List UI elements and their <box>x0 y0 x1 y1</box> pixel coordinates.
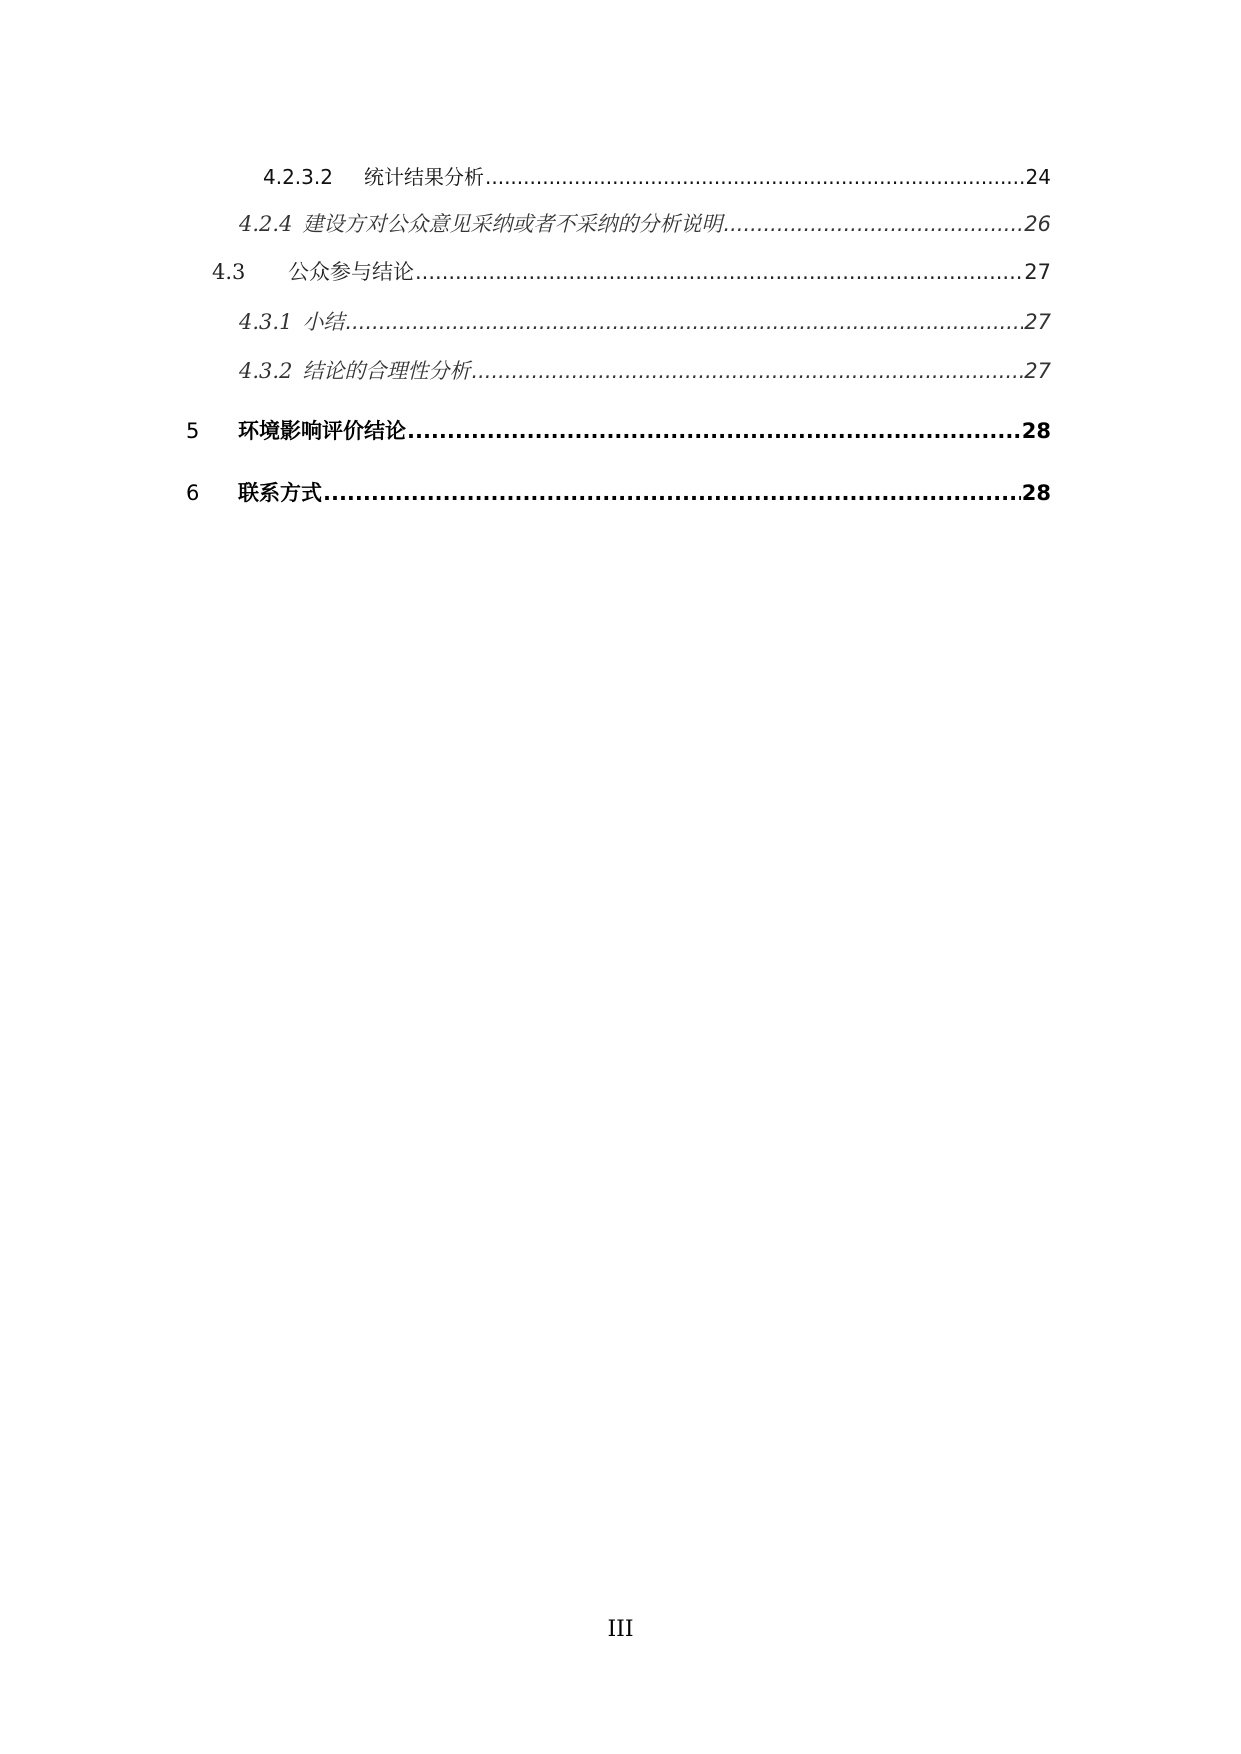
toc-leader-dots <box>415 260 1023 284</box>
toc-entry-title: 联系方式 <box>238 481 322 505</box>
toc-leader-dots <box>485 165 1025 189</box>
toc-leader-dots <box>471 359 1023 383</box>
toc-entry-page: 24 <box>1025 165 1051 189</box>
toc-entry-4-2-4[interactable] <box>239 208 1051 238</box>
toc-entry-title: 建设方对公众意见采纳或者不采纳的分析说明 <box>302 212 723 236</box>
toc-leader-dots <box>407 419 1021 443</box>
toc-entry-title: 公众参与结论 <box>288 260 414 284</box>
toc-entry-number: 4.2.4 <box>239 212 293 236</box>
toc-entry-number: 4.2.3.2 <box>263 165 333 189</box>
toc-leader-dots <box>345 310 1023 334</box>
toc-entry-5[interactable] <box>186 415 1051 445</box>
toc-entry-4-3-1[interactable] <box>239 306 1051 336</box>
toc-entry-4-2-3-2[interactable] <box>263 161 1051 190</box>
toc-entry-number: 6 <box>186 481 200 505</box>
toc-entry-title: 统计结果分析 <box>364 165 484 189</box>
toc-entry-number: 4.3.2 <box>239 359 293 383</box>
toc-entry-title: 结论的合理性分析 <box>302 359 471 383</box>
toc-leader-dots <box>723 212 1023 236</box>
toc-entry-page: 27 <box>1024 260 1051 284</box>
toc-entry-page: 27 <box>1024 310 1051 334</box>
page-number: III <box>607 1617 634 1642</box>
toc-entry-number: 5 <box>186 419 200 443</box>
toc-entry-page: 28 <box>1021 419 1051 443</box>
toc-entry-6[interactable] <box>186 477 1051 507</box>
toc-entry-number: 4.3.1 <box>239 310 293 334</box>
toc-entry-4-3[interactable] <box>212 256 1051 286</box>
toc-entry-title: 环境影响评价结论 <box>238 419 406 443</box>
toc-entry-page: 28 <box>1021 481 1051 505</box>
toc-entry-number: 4.3 <box>212 260 246 284</box>
toc-leader-dots <box>323 481 1021 505</box>
toc-entry-page: 26 <box>1024 212 1051 236</box>
toc-entry-4-3-2[interactable] <box>239 355 1051 385</box>
toc-entry-page: 27 <box>1024 359 1051 383</box>
toc-entry-title: 小结 <box>302 310 345 334</box>
